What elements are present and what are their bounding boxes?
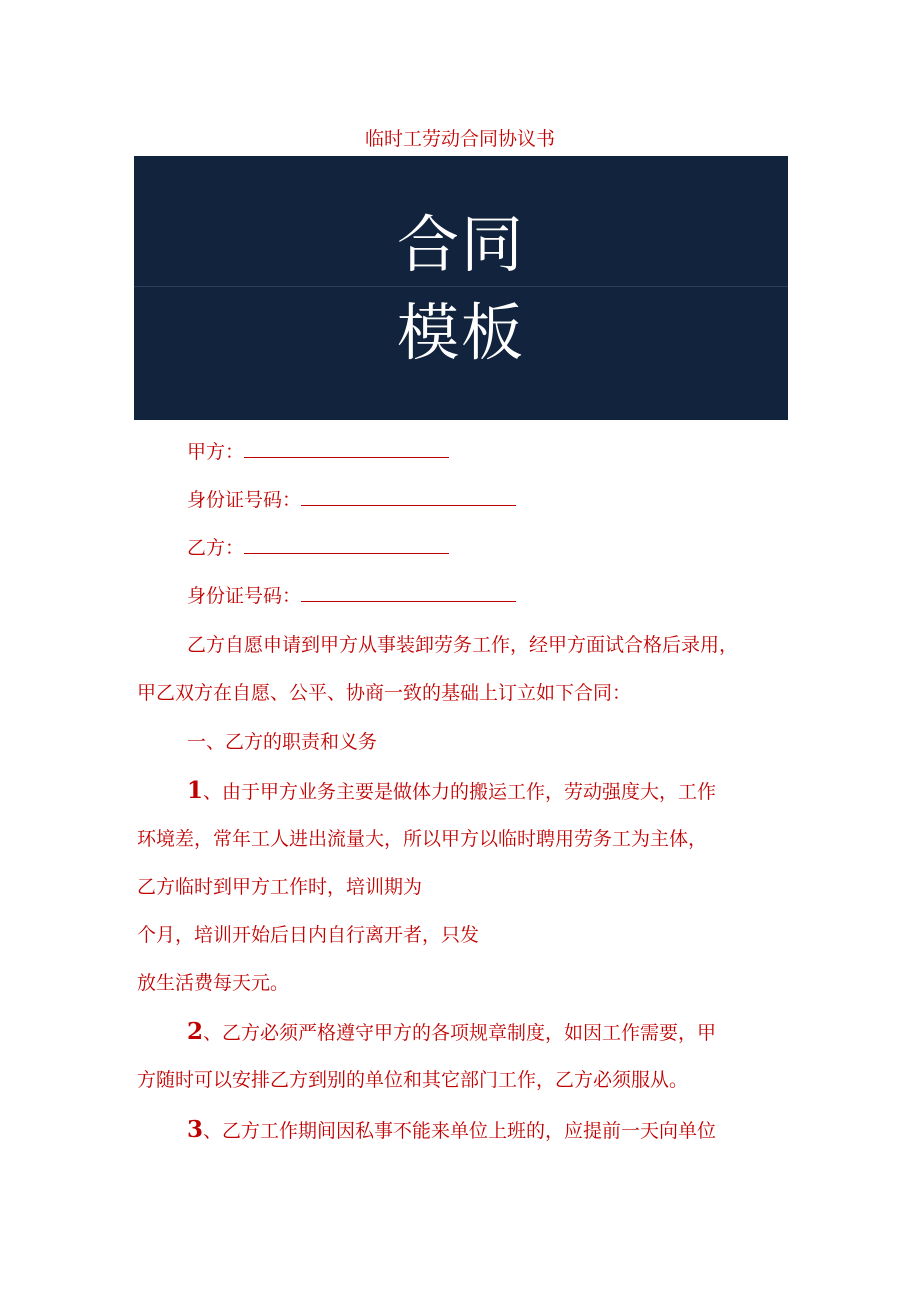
- party-a-label: 甲方：: [187, 441, 245, 463]
- clause-3-text-1: 、乙方工作期间因私事不能来单位上班的，应提前一天向单位: [203, 1120, 717, 1142]
- intro-line-2: 甲乙双方在自愿、公平、协商一致的基础上订立如下合同：: [137, 682, 632, 704]
- party-b-label: 乙方：: [187, 537, 245, 559]
- party-a-row: [187, 443, 449, 462]
- party-b-blank: [244, 539, 449, 554]
- clause-2-number: 2: [187, 1018, 204, 1045]
- clause-1-line-5: 放生活费每天元。: [137, 972, 290, 994]
- clause-1-line-1: [187, 779, 716, 802]
- clause-1-line-2: 环境差，常年工人进出流量大，所以甲方以临时聘用劳务工为主体，: [137, 828, 708, 850]
- clause-3-number: 3: [187, 1116, 204, 1143]
- banner-title-line1: 合同: [396, 208, 525, 281]
- section-1-heading: 一、乙方的职责和义务: [187, 731, 378, 753]
- clause-1-line-3: 乙方临时到甲方工作时，培训期为: [137, 876, 423, 898]
- clause-2-text-1: 、乙方必须严格遵守甲方的各项规章制度，如因工作需要，甲: [203, 1022, 717, 1044]
- clause-1-number: 1: [187, 777, 204, 804]
- clause-2-line-2: 方随时可以安排乙方到别的单位和其它部门工作，乙方必须服从。: [137, 1069, 689, 1091]
- party-b-id-row: [187, 587, 516, 606]
- party-a-blank: [244, 443, 449, 458]
- party-a-id-label: 身份证号码：: [187, 489, 302, 511]
- clause-2-line-1: [187, 1020, 716, 1043]
- party-b-id-blank: [301, 587, 516, 602]
- document-title: 临时工劳动合同协议书: [364, 128, 555, 150]
- party-a-id-blank: [301, 491, 516, 506]
- banner-title-line2: 模板: [396, 296, 525, 369]
- cover-banner: [134, 156, 788, 420]
- party-a-id-row: [187, 491, 516, 510]
- intro-line-1: 乙方自愿申请到甲方从事装卸劳务工作，经甲方面试合格后录用，: [187, 634, 739, 656]
- clause-1-text-1: 、由于甲方业务主要是做体力的搬运工作，劳动强度大，工作: [203, 781, 717, 803]
- clause-3-line-1: [187, 1118, 716, 1141]
- clause-1-line-4: 个月，培训开始后日内自行离开者，只发: [137, 924, 480, 946]
- party-b-id-label: 身份证号码：: [187, 585, 302, 607]
- banner-divider: [134, 286, 788, 287]
- party-b-row: [187, 539, 449, 558]
